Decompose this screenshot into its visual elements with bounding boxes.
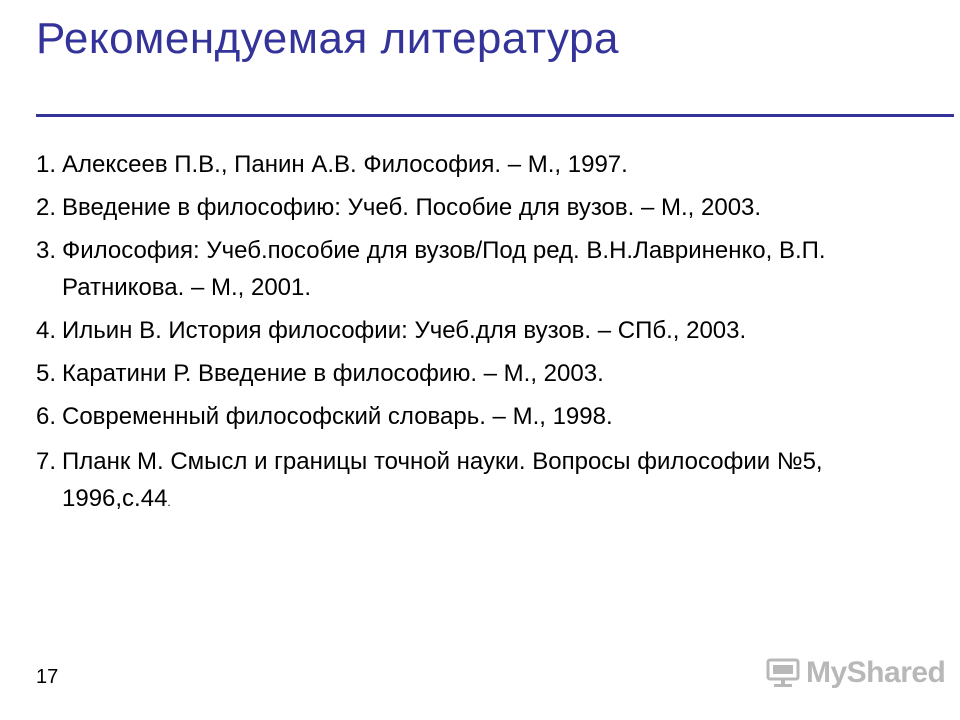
slide-title: Рекомендуемая литература — [36, 14, 619, 63]
reference-text: Философия: Учеб.пособие для вузов/Под ред. В.Н.Лавриненко, В.П. Ратникова. – М., 2001. — [62, 237, 826, 301]
watermark-logo — [766, 655, 945, 691]
reference-number: 2. — [36, 194, 57, 221]
reference-item-5 — [36, 355, 936, 392]
page-number: 17 — [36, 666, 59, 688]
reference-text: Введение в философию: Учеб. Пособие для вузов. – М., 2003. — [62, 194, 762, 221]
reference-number: 3. — [36, 237, 57, 264]
reference-number: 4. — [36, 317, 57, 344]
watermark-text: MyShared — [806, 656, 946, 689]
reference-text: Ильин В. История философии: Учеб.для вузов. – СПб., 2003. — [62, 317, 747, 344]
title-divider — [36, 114, 954, 117]
reference-item-1 — [36, 146, 936, 183]
presentation-icon — [766, 657, 800, 689]
reference-text: Каратини Р. Введение в философию. – М., 2003. — [62, 360, 604, 387]
reference-text-body: Планк М. Смысл и границы точной науки. Вопросы философии №5, 1996,с.44 — [62, 448, 823, 512]
reference-item-4 — [36, 312, 936, 349]
reference-number: 6. — [36, 403, 57, 430]
reference-text: Алексеев П.В., Панин А.В. Философия. – М., 1997. — [62, 151, 628, 178]
reference-trailing-dot: . — [167, 495, 171, 509]
reference-item-3 — [36, 232, 936, 306]
reference-item-7 — [36, 443, 936, 521]
reference-text: Современный философский словарь. – М., 1998. — [62, 403, 613, 430]
reference-text — [62, 443, 936, 521]
reference-list — [36, 146, 936, 521]
reference-number: 5. — [36, 360, 57, 387]
reference-item-6 — [36, 398, 936, 435]
reference-number: 7. — [36, 448, 57, 475]
reference-number: 1. — [36, 151, 57, 178]
reference-item-2 — [36, 189, 936, 226]
